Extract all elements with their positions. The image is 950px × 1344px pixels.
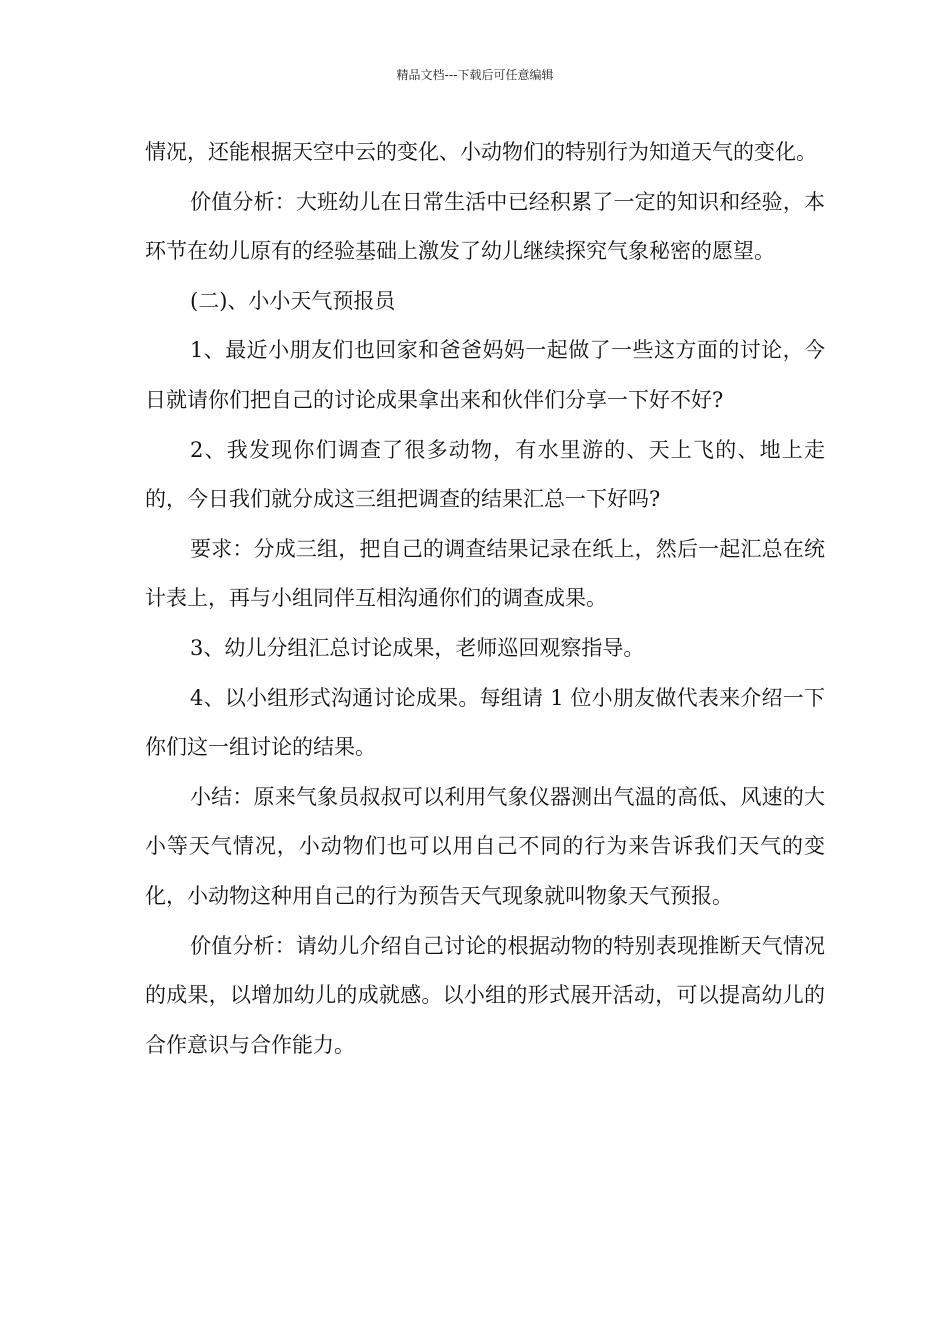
paragraph: 情况，还能根据天空中云的变化、小动物们的特别行为知道天气的变化。 <box>145 140 817 164</box>
paragraph: 4、以小组形式沟通讨论成果。每组请 1 位小朋友做代表来介绍一下你们这一组讨论的结果。 <box>145 685 825 760</box>
paragraph: 2、我发现你们调查了很多动物，有水里游的、天上飞的、地上走的，今日我们就分成这三组把调查的结果汇总一下好吗? <box>145 437 825 512</box>
paragraph: 要求：分成三组，把自己的调查结果记录在纸上，然后一起汇总在统计表上，再与小组同伴互相沟通你们的调查成果。 <box>145 536 825 611</box>
paragraph: 3、幼儿分组汇总讨论成果，老师巡回观察指导。 <box>190 635 645 660</box>
page-header: 精品文档---下载后可任意编辑 <box>396 68 554 82</box>
document-body <box>145 128 825 1070</box>
paragraph: 价值分析：请幼儿介绍自己讨论的根据动物的特别表现推断天气情况的成果，以增加幼儿的成就感。以小组的形式展开活动，可以提高幼儿的合作意识与合作能力。 <box>145 933 825 1057</box>
paragraph: 小结：原来气象员叔叔可以利用气象仪器测出气温的高低、风速的大小等天气情况，小动物们也可以用自己不同的行为来告诉我们天气的变化，小动物这种用自己的行为预告天气现象就叫物象天气预报。 <box>145 784 825 908</box>
paragraph: 1、最近小朋友们也回家和爸爸妈妈一起做了一些这方面的讨论，今日就请你们把自己的讨论成果拿出来和伙伴们分享一下好不好? <box>145 338 825 412</box>
section-heading: (二)、小小天气预报员 <box>190 288 396 313</box>
paragraph: 价值分析：大班幼儿在日常生活中已经积累了一定的知识和经验，本环节在幼儿原有的经验基础上激发了幼儿继续探究气象秘密的愿望。 <box>145 189 825 264</box>
